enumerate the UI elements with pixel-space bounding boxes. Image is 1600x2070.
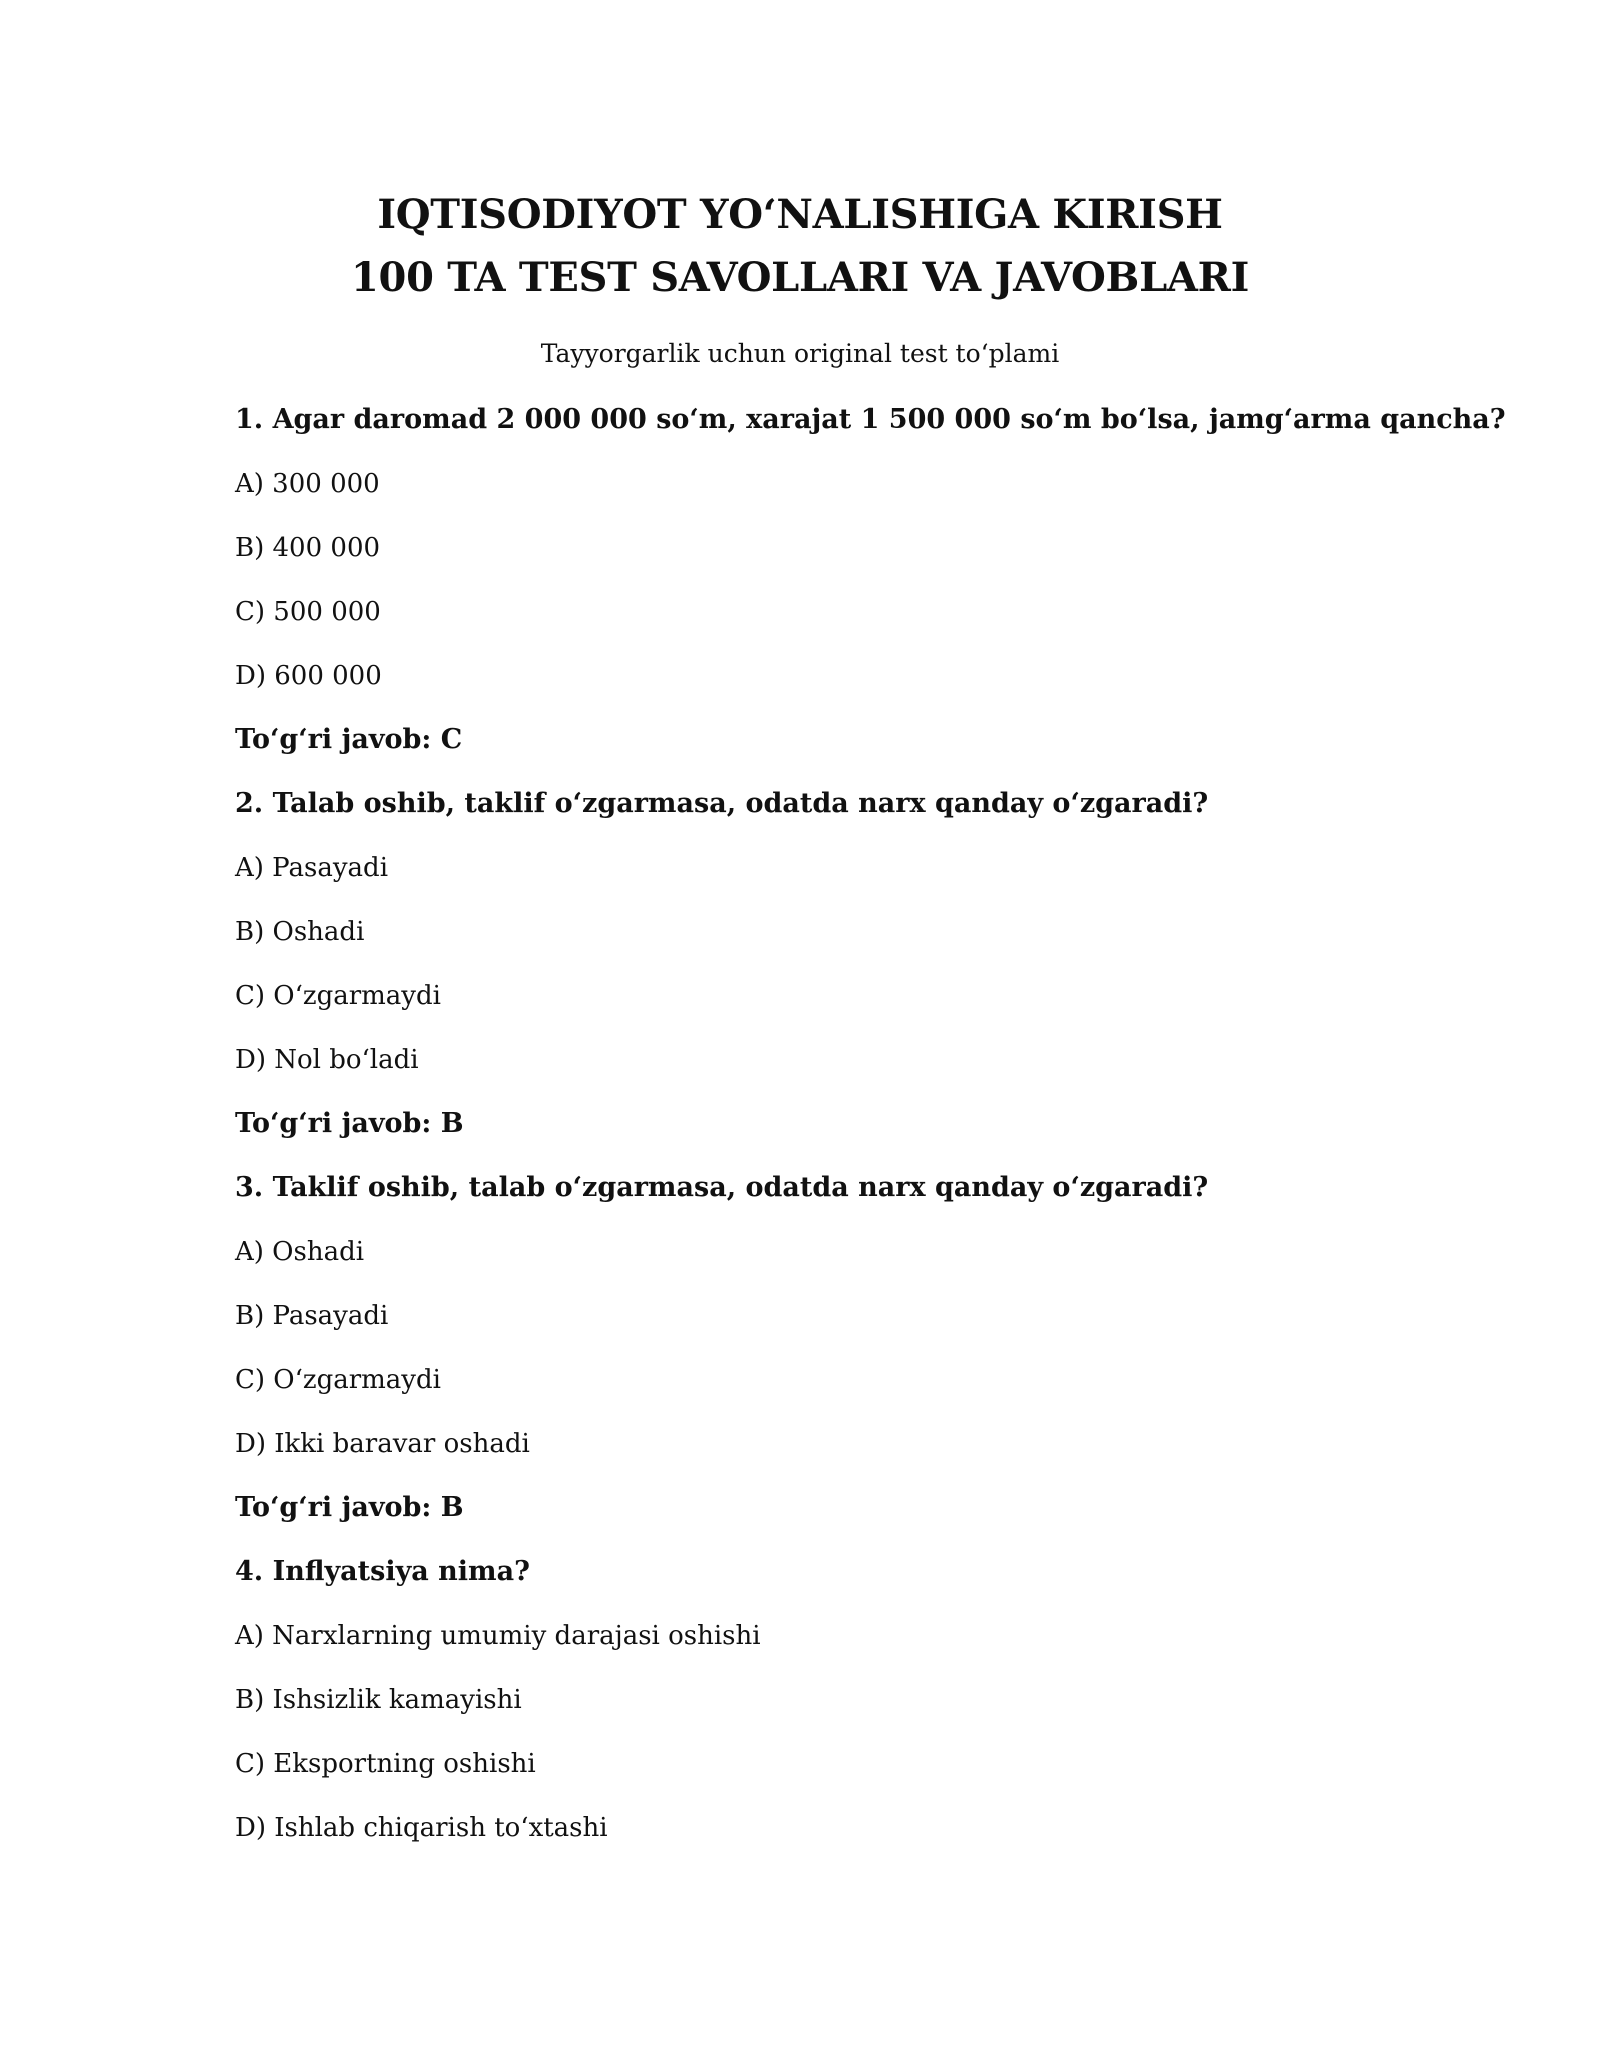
question-block-3 [235,1170,1375,1554]
questions-list [235,402,1506,1874]
question-text: 4. Inflyatsiya nima? [235,1556,530,1587]
option-c: C) 500 000 [235,597,381,627]
document-title-line-2: 100 TA TEST SAVOLLARI VA JAVOBLARI [351,254,1249,301]
correct-answer: To‘g‘ri javob: C [235,724,463,755]
question-text: 3. Taklif oshib, talab o‘zgarmasa, odatda narx qanday o‘zgaradi? [235,1172,1209,1203]
option-b: B) Pasayadi [235,1301,389,1331]
question-text: 1. Agar daromad 2 000 000 so‘m, xarajat 1 500 000 so‘m bo‘lsa, jamg‘arma qancha? [235,404,1506,435]
option-c: C) O‘zgarmaydi [235,1365,441,1395]
option-a: A) Narxlarning umumiy darajasi oshishi [235,1621,761,1651]
option-a: A) 300 000 [235,469,380,499]
question-block-2 [235,786,1375,1170]
correct-answer: To‘g‘ri javob: B [235,1108,464,1139]
document-subtitle: Tayyorgarlik uchun original test to‘plami [540,339,1060,368]
option-c: C) O‘zgarmaydi [235,981,441,1011]
question-block-4 [235,1554,1375,1874]
option-d: D) Ishlab chiqarish to‘xtashi [235,1813,608,1843]
option-b: B) Oshadi [235,917,365,947]
option-b: B) Ishsizlik kamayishi [235,1685,522,1715]
option-a: A) Oshadi [235,1237,365,1267]
option-b: B) 400 000 [235,533,381,563]
question-block-1 [235,402,1506,786]
option-d: D) Nol bo‘ladi [235,1045,419,1075]
correct-answer: To‘g‘ri javob: B [235,1492,464,1523]
option-a: A) Pasayadi [235,853,389,883]
question-text: 2. Talab oshib, taklif o‘zgarmasa, odatda narx qanday o‘zgaradi? [235,788,1209,819]
option-d: D) 600 000 [235,661,382,691]
option-c: C) Eksportning oshishi [235,1749,536,1779]
option-d: D) Ikki baravar oshadi [235,1429,530,1459]
document-title-line-1: IQTISODIYOT YO‘NALISHIGA KIRISH [377,191,1223,238]
